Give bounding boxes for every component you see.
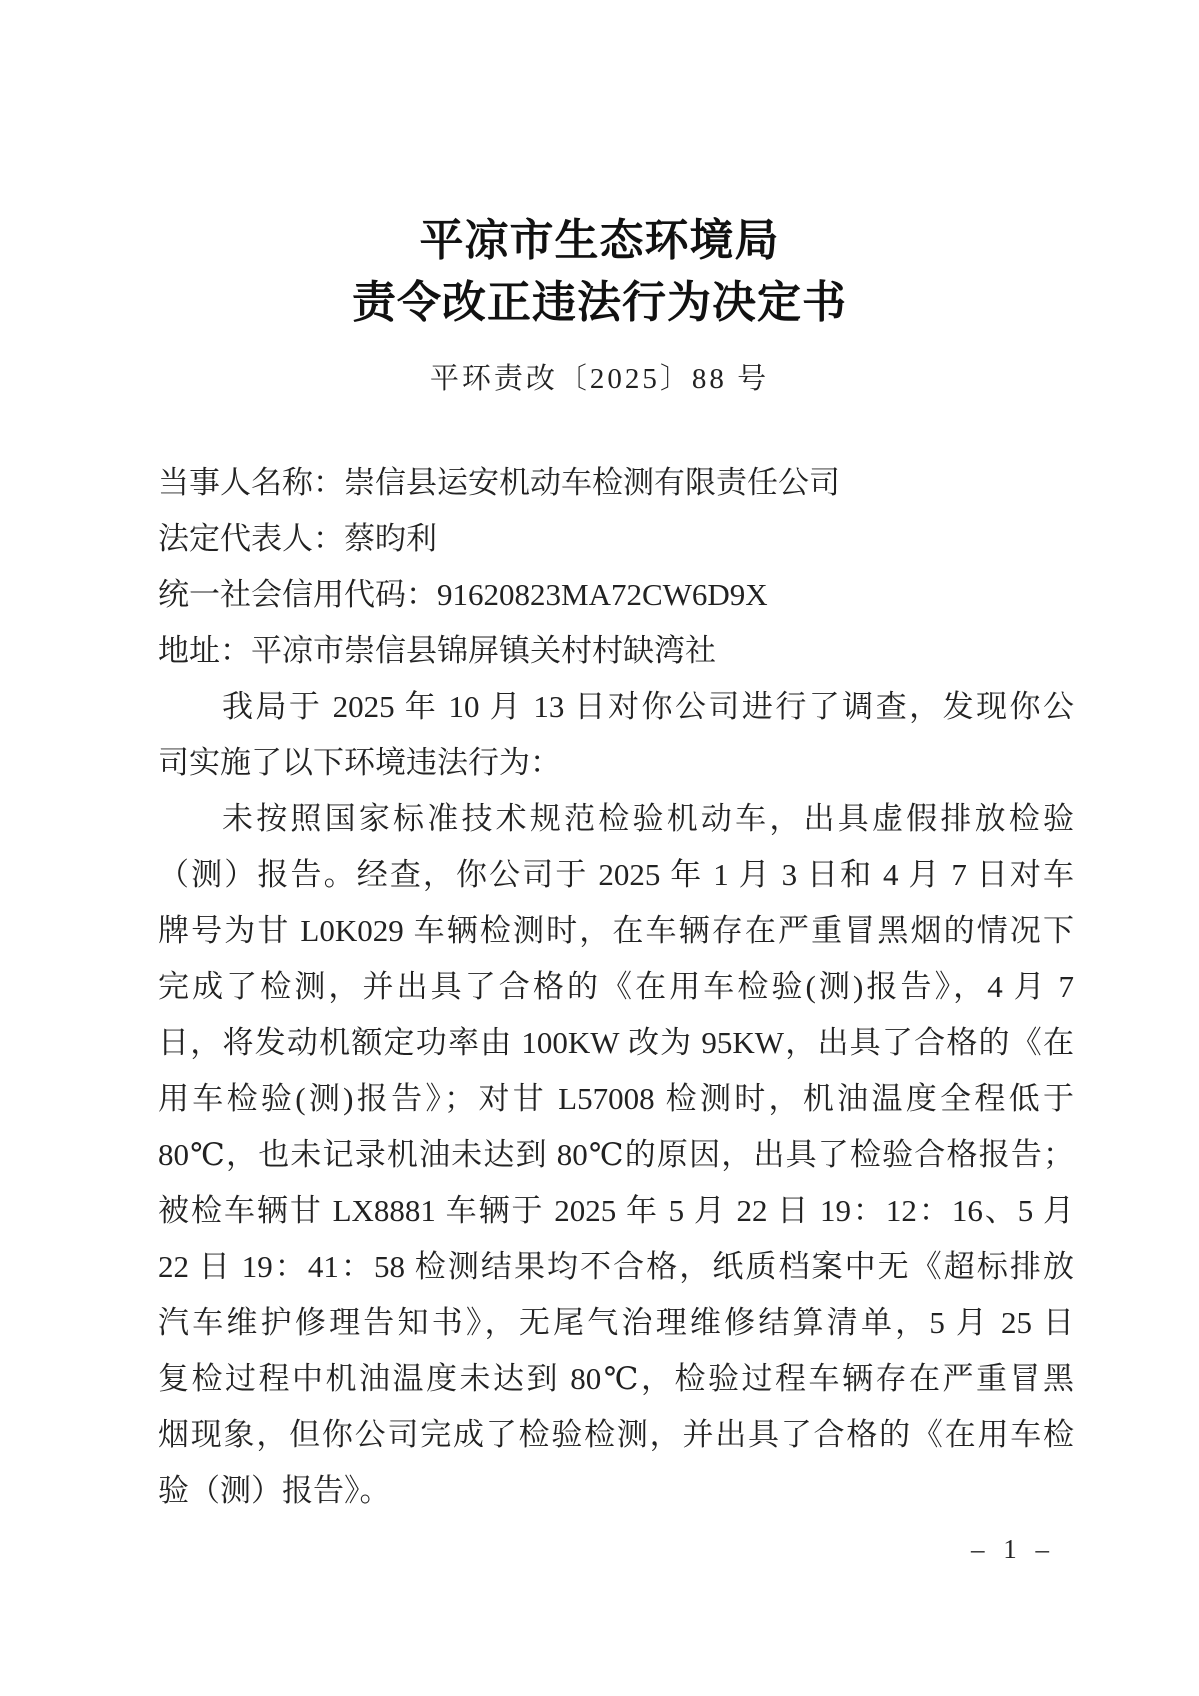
body-line: 日，将发动机额定功率由 100KW 改为 95KW，出具了合格的《在 — [158, 1025, 1074, 1060]
body-line: （测）报告。经查，你公司于 2025 年 1 月 3 日和 4 月 7 日对车 — [158, 857, 1074, 892]
legal-representative-line: 法定代表人：蔡昀利 — [158, 521, 437, 556]
body-line: 完成了检测，并出具了合格的《在用车检验(测)报告》，4 月 7 — [158, 969, 1074, 1004]
document-body — [158, 455, 1074, 1519]
title-line-1: 平凉市生态环境局 — [419, 216, 780, 265]
body-line: 用车检验(测)报告》；对甘 L57008 检测时，机油温度全程低于 — [158, 1081, 1074, 1116]
violation-paragraph — [158, 791, 1074, 1519]
document-number: 平环责改〔2025〕88 号 — [429, 363, 770, 395]
document-title — [0, 210, 1199, 334]
party-name-line: 当事人名称：崇信县运安机动车检测有限责任公司 — [158, 465, 840, 500]
body-line: 未按照国家标准技术规范检验机动车，出具虚假排放检验 — [222, 801, 1074, 836]
body-line: 22 日 19：41：58 检测结果均不合格，纸质档案中无《超标排放 — [158, 1249, 1074, 1284]
body-line: 被检车辆甘 LX8881 车辆于 2025 年 5 月 22 日 19：12：16、5 月 — [158, 1193, 1074, 1228]
page-number: – 1 – — [971, 1534, 1055, 1564]
investigation-paragraph — [158, 679, 1074, 791]
body-line: 80℃，也未记录机油未达到 80℃的原因，出具了检验合格报告； — [158, 1137, 1074, 1172]
body-line: 验（测）报告》。 — [158, 1473, 391, 1508]
body-line: 牌号为甘 L0K029 车辆检测时，在车辆存在严重冒黑烟的情况下 — [158, 913, 1074, 948]
address-line: 地址：平凉市崇信县锦屏镇关村村缺湾社 — [158, 633, 716, 668]
body-line: 我局于 2025 年 10 月 13 日对你公司进行了调查，发现你公 — [222, 689, 1074, 724]
title-line-2: 责令改正违法行为决定书 — [352, 278, 847, 327]
credit-code-line: 统一社会信用代码：91620823MA72CW6D9X — [158, 577, 768, 612]
body-line: 汽车维护修理告知书》，无尾气治理维修结算清单，5 月 25 日 — [158, 1305, 1074, 1340]
body-line: 司实施了以下环境违法行为： — [158, 745, 561, 780]
body-line: 烟现象，但你公司完成了检验检测，并出具了合格的《在用车检 — [158, 1417, 1074, 1452]
body-line: 复检过程中机油温度未达到 80℃，检验过程车辆存在严重冒黑 — [158, 1361, 1074, 1396]
